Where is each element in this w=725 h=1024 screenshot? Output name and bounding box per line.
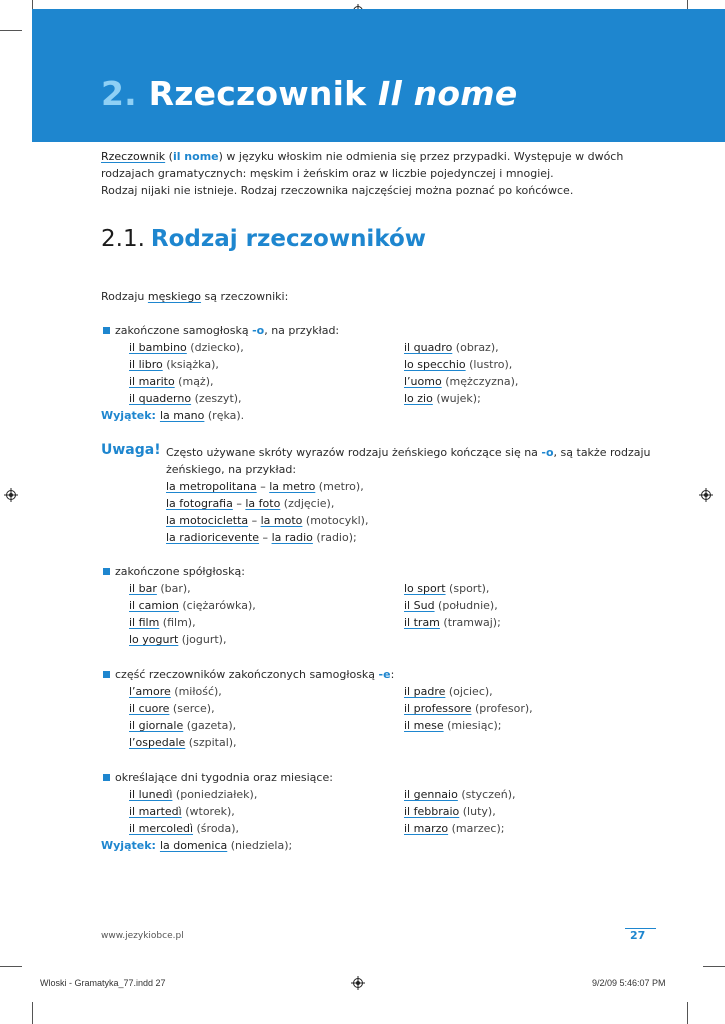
ending-o: -o xyxy=(541,446,554,459)
italian-word: il camion xyxy=(129,599,179,612)
list-item xyxy=(129,820,239,837)
translation: (mężczyzna), xyxy=(441,375,519,388)
italian-word: il bar xyxy=(129,582,157,595)
italian-word: il tram xyxy=(404,616,440,629)
list-item xyxy=(129,356,219,373)
intro-line-3: Rodzaj nijaki nie istnieje. Rodzaj rzeczownika najczęściej można poznać po końcówce. xyxy=(101,184,574,197)
translation: (lustro), xyxy=(465,358,513,371)
italian-word: la metropolitana xyxy=(166,480,257,493)
italian-word: il film xyxy=(129,616,160,629)
italian-word: il lunedì xyxy=(129,788,173,801)
bullet-days-months xyxy=(103,769,333,786)
translation: (zdjęcie), xyxy=(280,497,335,510)
italian-word: il cuore xyxy=(129,702,170,715)
bullet-consonant-text: zakończone spółgłoską: xyxy=(115,565,245,578)
italian-short: la radio xyxy=(271,531,313,544)
print-slug-date: 9/2/09 5:46:07 PM xyxy=(592,978,666,988)
list-item xyxy=(129,339,244,356)
list-item xyxy=(129,803,235,820)
bullet-o-post: , na przykład: xyxy=(264,324,340,337)
square-bullet-icon xyxy=(103,774,110,781)
translation: (niedziela); xyxy=(227,839,293,852)
list-item xyxy=(404,820,504,837)
crop-mark-bottom-right xyxy=(687,1002,688,1024)
registration-mark-left xyxy=(4,488,18,502)
italian-word: la fotografia xyxy=(166,497,233,510)
italian-word: il padre xyxy=(404,685,446,698)
square-bullet-icon xyxy=(103,327,110,334)
translation: (wujek); xyxy=(432,392,481,405)
crop-mark-bottom-left-h xyxy=(0,966,22,967)
translation: (ręka). xyxy=(204,409,245,422)
exception-o xyxy=(101,407,244,424)
italian-word: il libro xyxy=(129,358,163,371)
bullet-ending-consonant xyxy=(103,563,245,580)
italian-word: la mano xyxy=(159,409,205,422)
masc-intro-term: męskiego xyxy=(147,290,202,303)
crop-mark-bottom-right-h xyxy=(703,966,725,967)
bullet-o-text: zakończone samogłoską xyxy=(115,324,249,337)
intro-term-italian: il nome xyxy=(172,150,219,163)
list-item xyxy=(129,631,226,648)
exception-label: Wyjątek: xyxy=(101,409,156,422)
list-item xyxy=(404,614,501,631)
italian-word: il quaderno xyxy=(129,392,192,405)
masc-intro-pre: Rodzaju xyxy=(101,290,145,303)
translation: (film), xyxy=(159,616,196,629)
intro-line-2: rodzajach gramatycznych: męskim i żeńskim oraz w liczbie pojedynczej i mnogiej. xyxy=(101,167,554,180)
intro-line-1 xyxy=(101,148,641,165)
translation: (serce), xyxy=(169,702,215,715)
list-item xyxy=(129,390,242,407)
translation: (jogurt), xyxy=(178,633,227,646)
italian-word: il quadro xyxy=(404,341,453,354)
italian-word: il Sud xyxy=(404,599,435,612)
intro-line-1-rest: ) w języku włoskim nie odmienia się przez przypadki. Występuje w dwóch xyxy=(218,150,624,163)
list-item xyxy=(166,529,357,546)
translation: (profesor), xyxy=(471,702,533,715)
translation: (południe), xyxy=(434,599,498,612)
list-item xyxy=(404,356,512,373)
translation: (szpital), xyxy=(185,736,237,749)
translation: (ciężarówka), xyxy=(178,599,256,612)
italian-word: il professore xyxy=(404,702,472,715)
translation: (miłość), xyxy=(170,685,222,698)
italian-short: la foto xyxy=(245,497,281,510)
list-item xyxy=(404,339,499,356)
ending-e: -e xyxy=(378,668,391,681)
list-item xyxy=(404,786,516,803)
dash: – xyxy=(256,480,270,493)
intro-paragraph xyxy=(101,148,641,199)
list-item xyxy=(404,803,496,820)
list-item xyxy=(404,597,498,614)
translation: (dziecko), xyxy=(186,341,244,354)
crop-mark-bottom-left xyxy=(32,1002,33,1024)
dash: – xyxy=(259,531,272,544)
note-line-2: żeńskiego, na przykład: xyxy=(166,463,297,476)
chapter-title-italian: Il nome xyxy=(378,74,518,113)
list-item xyxy=(129,700,215,717)
italian-word: il febbraio xyxy=(404,805,460,818)
page-number: 27 xyxy=(630,929,646,942)
bullet-days-text: określające dni tygodnia oraz miesiące: xyxy=(115,771,333,784)
list-item xyxy=(166,495,334,512)
section-number: 2.1. xyxy=(101,226,145,252)
list-item xyxy=(404,717,502,734)
italian-word: la motocicletta xyxy=(166,514,249,527)
translation: (luty), xyxy=(459,805,496,818)
translation: (obraz), xyxy=(452,341,499,354)
section-title-text: Rodzaj rzeczowników xyxy=(150,226,427,252)
note-label: Uwaga! xyxy=(101,442,161,458)
italian-word: il marzo xyxy=(404,822,449,835)
translation: (mąż), xyxy=(174,375,214,388)
translation: (wtorek), xyxy=(181,805,235,818)
dash: – xyxy=(248,514,261,527)
list-item xyxy=(129,597,256,614)
translation: (sport), xyxy=(445,582,490,595)
list-item xyxy=(404,373,518,390)
list-item xyxy=(166,478,364,495)
print-slug-file: Wloski - Gramatyka_77.indd 27 xyxy=(40,978,166,988)
italian-word: l’ospedale xyxy=(129,736,186,749)
italian-word: il bambino xyxy=(129,341,187,354)
bullet-ending-e xyxy=(103,666,394,683)
italian-word: lo zio xyxy=(404,392,433,405)
translation: (metro), xyxy=(315,480,364,493)
italian-word: il mese xyxy=(404,719,444,732)
list-item xyxy=(404,580,489,597)
bullet-ending-o xyxy=(103,322,339,339)
intro-term: Rzeczownik xyxy=(101,150,166,163)
translation: (środa), xyxy=(193,822,240,835)
list-item xyxy=(129,614,196,631)
masc-intro-post: są rzeczowniki: xyxy=(204,290,289,303)
list-item xyxy=(129,734,237,751)
italian-word: il giornale xyxy=(129,719,184,732)
list-item xyxy=(129,683,222,700)
bullet-e-post: : xyxy=(390,668,395,681)
translation: (zeszyt), xyxy=(191,392,242,405)
exception-label: Wyjątek: xyxy=(101,839,156,852)
italian-word: l’amore xyxy=(129,685,171,698)
italian-word: lo yogurt xyxy=(129,633,179,646)
list-item xyxy=(129,717,236,734)
intro-paren: ( xyxy=(168,150,173,163)
list-item xyxy=(166,512,368,529)
translation: (styczeń), xyxy=(457,788,516,801)
bullet-e-text: część rzeczowników zakończonych samogłoską xyxy=(115,668,376,681)
ending-o: -o xyxy=(252,324,265,337)
italian-short: la metro xyxy=(269,480,316,493)
square-bullet-icon xyxy=(103,568,110,575)
translation: (książka), xyxy=(162,358,219,371)
dash: – xyxy=(232,497,246,510)
section-title xyxy=(101,226,426,252)
note-line-1-post: , są także rodzaju xyxy=(553,446,651,459)
translation: (bar), xyxy=(156,582,191,595)
square-bullet-icon xyxy=(103,671,110,678)
italian-word: l’uomo xyxy=(404,375,442,388)
italian-word: il mercoledì xyxy=(129,822,194,835)
translation: (poniedziałek), xyxy=(172,788,258,801)
list-item xyxy=(129,580,191,597)
italian-word: lo sport xyxy=(404,582,446,595)
registration-mark-right xyxy=(699,488,713,502)
footer-url: www.jezykiobce.pl xyxy=(101,931,184,941)
note-line-1 xyxy=(166,444,651,461)
translation: (miesiąc); xyxy=(443,719,502,732)
translation: (motocykl), xyxy=(302,514,369,527)
chapter-number: 2. xyxy=(101,74,137,113)
list-item xyxy=(404,683,493,700)
italian-short: la moto xyxy=(260,514,303,527)
translation: (gazeta), xyxy=(183,719,237,732)
translation: (radio); xyxy=(312,531,357,544)
italian-word: il gennaio xyxy=(404,788,458,801)
list-item xyxy=(129,373,214,390)
translation: (marzec); xyxy=(448,822,505,835)
chapter-title-word: Rzeczownik xyxy=(148,74,367,113)
italian-word: il martedì xyxy=(129,805,182,818)
exception-days xyxy=(101,837,292,854)
italian-word: lo specchio xyxy=(404,358,466,371)
chapter-title xyxy=(101,74,517,113)
registration-mark-bottom xyxy=(351,976,365,990)
list-item xyxy=(129,786,257,803)
italian-word: la radioricevente xyxy=(166,531,260,544)
translation: (ojciec), xyxy=(445,685,493,698)
crop-mark-top-left-h xyxy=(0,30,22,31)
note-line-1-pre: Często używane skróty wyrazów rodzaju żeńskiego kończące się na xyxy=(166,446,538,459)
italian-word: il marito xyxy=(129,375,175,388)
masculine-intro xyxy=(101,288,288,305)
translation: (tramwaj); xyxy=(439,616,501,629)
list-item xyxy=(404,390,481,407)
list-item xyxy=(404,700,533,717)
italian-word: la domenica xyxy=(159,839,228,852)
